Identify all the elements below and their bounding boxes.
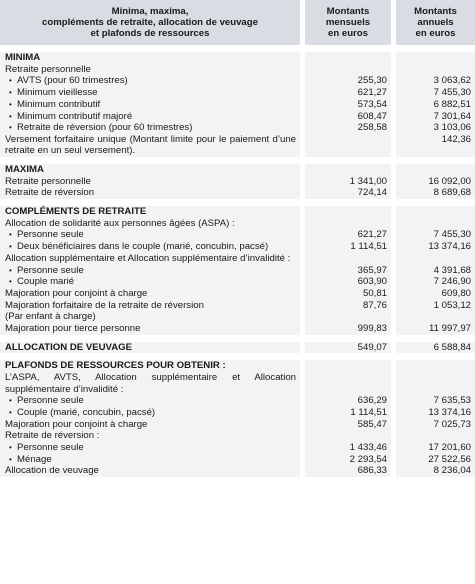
- header-line: en euros: [415, 28, 456, 40]
- section-veuvage: [0, 342, 475, 354]
- row-label: Majoration forfaitaire de la retraite de réversion: [0, 300, 300, 312]
- section-maxima: [0, 164, 475, 176]
- header-line: Montants: [326, 5, 370, 17]
- monthly-amount: 1 433,46: [305, 442, 391, 454]
- table-row: [0, 187, 475, 199]
- table-row: [0, 407, 475, 419]
- table-row: [0, 265, 475, 277]
- annual-amount: 7 025,73: [396, 419, 475, 431]
- group-label: Allocation supplémentaire et Allocation supplémentaire d’invalidité :: [0, 253, 300, 265]
- row-label: Retraite de réversion: [0, 187, 300, 199]
- annual-amount: 3 063,62: [396, 75, 475, 87]
- table-row: [0, 300, 475, 312]
- row-label: • Personne seule: [0, 229, 300, 241]
- monthly-amount: 87,76: [305, 300, 391, 312]
- section-title: ALLOCATION DE VEUVAGE: [0, 342, 300, 354]
- header-line: Minima, maxima,: [111, 5, 189, 17]
- section-title: COMPLÉMENTS DE RETRAITE: [0, 206, 300, 218]
- annual-amount: 11 997,97: [396, 323, 475, 335]
- annual-amount: 6 882,51: [396, 99, 475, 111]
- annual-amount: 13 374,16: [396, 407, 475, 419]
- row-label: Majoration pour tierce personne: [0, 323, 300, 335]
- section-plafonds: [0, 360, 475, 372]
- table-row: [0, 134, 475, 157]
- header-monthly: [305, 0, 391, 45]
- row-label: • Minimum contributif: [0, 99, 300, 111]
- group-label: Allocation de solidarité aux personnes âgées (ASPA) :: [0, 218, 300, 230]
- monthly-amount: 608,47: [305, 111, 391, 123]
- group-label: L’ASPA, AVTS, Allocation supplémentaire et Allocation supplémentaire d’invalidité :: [0, 372, 300, 395]
- row-label: • Retraite de réversion (pour 60 trimestres): [0, 122, 300, 134]
- row-label: • Couple (marié, concubin, pacsé): [0, 407, 300, 419]
- monthly-amount: 255,30: [305, 75, 391, 87]
- monthly-amount: 573,54: [305, 99, 391, 111]
- row-label: • Minimum vieillesse: [0, 87, 300, 99]
- monthly-amount: 1 114,51: [305, 407, 391, 419]
- row-note: (Par enfant à charge): [0, 311, 300, 323]
- section-title: MINIMA: [0, 52, 300, 64]
- annual-amount: 7 301,64: [396, 111, 475, 123]
- table-row: [0, 419, 475, 431]
- annual-amount: 609,80: [396, 288, 475, 300]
- table-row: [0, 122, 475, 134]
- header-annual: [396, 0, 475, 45]
- table-row: [0, 75, 475, 87]
- table-row: [0, 176, 475, 188]
- monthly-amount: 724,14: [305, 187, 391, 199]
- header-line: annuels: [417, 16, 454, 28]
- table-row: [0, 87, 475, 99]
- group-row: [0, 430, 475, 442]
- row-label: • Minimum contributif majoré: [0, 111, 300, 123]
- monthly-amount: 549,07: [305, 342, 391, 354]
- monthly-amount: 1 114,51: [305, 241, 391, 253]
- table-row: [0, 99, 475, 111]
- header-line: compléments de retraite, allocation de veuvage: [42, 16, 258, 28]
- monthly-amount: 258,58: [305, 122, 391, 134]
- table-row: [0, 229, 475, 241]
- table-row: [0, 465, 475, 477]
- monthly-amount: 621,27: [305, 229, 391, 241]
- group-row: [0, 64, 475, 76]
- row-label: Versement forfaitaire unique (Montant limite pour le paiement d’une retraite en un seul versement).: [0, 134, 300, 157]
- header-line: mensuels: [325, 16, 371, 28]
- row-label: • Deux bénéficiaires dans le couple (marié, concubin, pacsé): [0, 241, 300, 253]
- table-row: [0, 276, 475, 288]
- table-row: [0, 111, 475, 123]
- annual-amount: 7 246,90: [396, 276, 475, 288]
- section-title: PLAFONDS DE RESSOURCES POUR OBTENIR :: [0, 360, 300, 372]
- header-line: et plafonds de ressources: [90, 28, 210, 40]
- annual-amount: 6 588,84: [396, 342, 475, 354]
- row-label: Allocation de veuvage: [0, 465, 300, 477]
- table-row: [0, 454, 475, 466]
- group-label: Retraite personnelle: [0, 64, 300, 76]
- header-line: en euros: [328, 28, 368, 40]
- annual-amount: 7 455,30: [396, 87, 475, 99]
- annual-amount: 8 236,04: [396, 465, 475, 477]
- monthly-amount: 1 341,00: [305, 176, 391, 188]
- table-row: [0, 323, 475, 335]
- annual-amount: 7 635,53: [396, 395, 475, 407]
- row-label: • Personne seule: [0, 395, 300, 407]
- annual-amount: 7 455,30: [396, 229, 475, 241]
- group-row: [0, 253, 475, 265]
- group-row: [0, 218, 475, 230]
- table-header: [0, 0, 475, 45]
- monthly-amount: 603,90: [305, 276, 391, 288]
- row-label: Retraite personnelle: [0, 176, 300, 188]
- monthly-amount: 621,27: [305, 87, 391, 99]
- table-row: [0, 442, 475, 454]
- row-label: • Personne seule: [0, 265, 300, 277]
- row-label: Majoration pour conjoint à charge: [0, 419, 300, 431]
- row-label: • Ménage: [0, 454, 300, 466]
- monthly-amount: 50,81: [305, 288, 391, 300]
- row-label: Majoration pour conjoint à charge: [0, 288, 300, 300]
- monthly-amount: 2 293,54: [305, 454, 391, 466]
- section-minima: [0, 52, 475, 64]
- table-row: [0, 288, 475, 300]
- row-label: • Couple marié: [0, 276, 300, 288]
- annual-amount: 142,36: [396, 134, 475, 157]
- header-description: [0, 0, 300, 45]
- group-label: Retraite de réversion :: [0, 430, 300, 442]
- annual-amount: 17 201,60: [396, 442, 475, 454]
- table-row: [0, 241, 475, 253]
- monthly-amount: 999,83: [305, 323, 391, 335]
- annual-amount: 8 689,68: [396, 187, 475, 199]
- row-label: • AVTS (pour 60 trimestres): [0, 75, 300, 87]
- group-row: [0, 372, 475, 395]
- annual-amount: 3 103,06: [396, 122, 475, 134]
- annual-amount: 4 391,68: [396, 265, 475, 277]
- section-title: MAXIMA: [0, 164, 300, 176]
- row-label: • Personne seule: [0, 442, 300, 454]
- monthly-amount: [305, 134, 391, 157]
- table-row: [0, 395, 475, 407]
- monthly-amount: 585,47: [305, 419, 391, 431]
- annual-amount: 16 092,00: [396, 176, 475, 188]
- monthly-amount: 365,97: [305, 265, 391, 277]
- monthly-amount: 686,33: [305, 465, 391, 477]
- annual-amount: 13 374,16: [396, 241, 475, 253]
- monthly-amount: 636,29: [305, 395, 391, 407]
- header-line: Montants: [414, 5, 457, 17]
- annual-amount: 27 522,56: [396, 454, 475, 466]
- annual-amount: 1 053,12: [396, 300, 475, 312]
- section-complements: [0, 206, 475, 218]
- note-row: [0, 311, 475, 323]
